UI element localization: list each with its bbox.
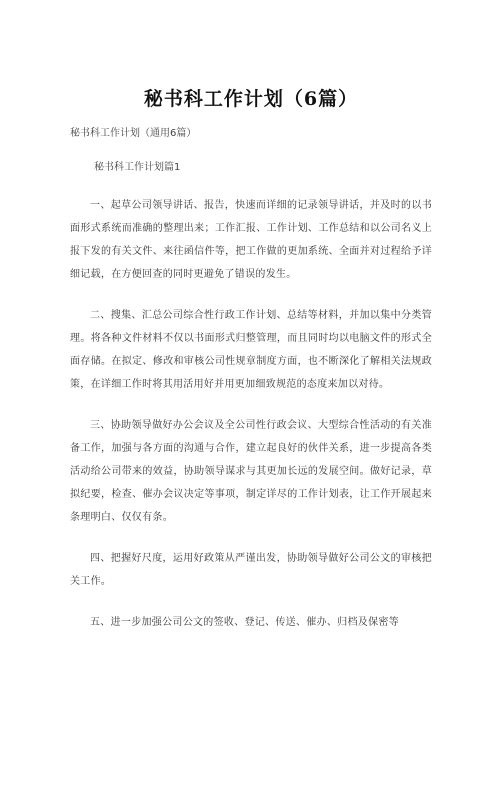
document-page [0, 86, 500, 793]
paragraph-3: 三、协助领导做好办公会议及全公司性行政会议、大型综合性活动的有关准备工作，加强与各方面的沟通与合作，建立起良好的伙伴关系，进一步提高各类活动给公司带来的效益，协助领导谋求与其更加长远的发展空间。做好记录，草拟纪要，检查、催办会议决定等事项，制定详尽的工作计划表，让工作开展起来条理明白、仅仅有条。 [70, 420, 432, 523]
paragraph-2: 二、搜集、汇总公司综合性行政工作计划、总结等材料，并加以集中分类管理。将各种文件材料不仅以书面形式归整管理，而且同时均以电脑文件的形式全面存储。在拟定、修改和审核公司性规章制度方面，也不断深化了解相关法规政策，在详细工作时将其用活用好并用更加细致规范的态度来加以对待。 [70, 310, 432, 390]
section-heading: 秘书科工作计划篇1 [94, 162, 181, 173]
document-subtitle: 秘书科工作计划（通用6篇） [70, 128, 197, 139]
paragraph-4: 四、把握好尺度，运用好政策从严谨出发，协助领导做好公司公文的审核把关工作。 [70, 553, 432, 587]
paragraph-5: 五、进一步加强公司公文的签收、登记、传送、催办、归档及保密等 [90, 617, 399, 628]
paragraph-1: 一、起草公司领导讲话、报告，快速而详细的记录领导讲话，并及时的以书面形式系统而准确的整理出来；工作汇报、工作计划、工作总结和以公司名义上报下发的有关文件、来往函信件等，把工作做的更加系统、全面并对过程给予详细记载，在方便回查的同时更避免了错误的发生。 [70, 200, 432, 280]
document-title: 秘书科工作计划（6篇） [143, 88, 359, 110]
